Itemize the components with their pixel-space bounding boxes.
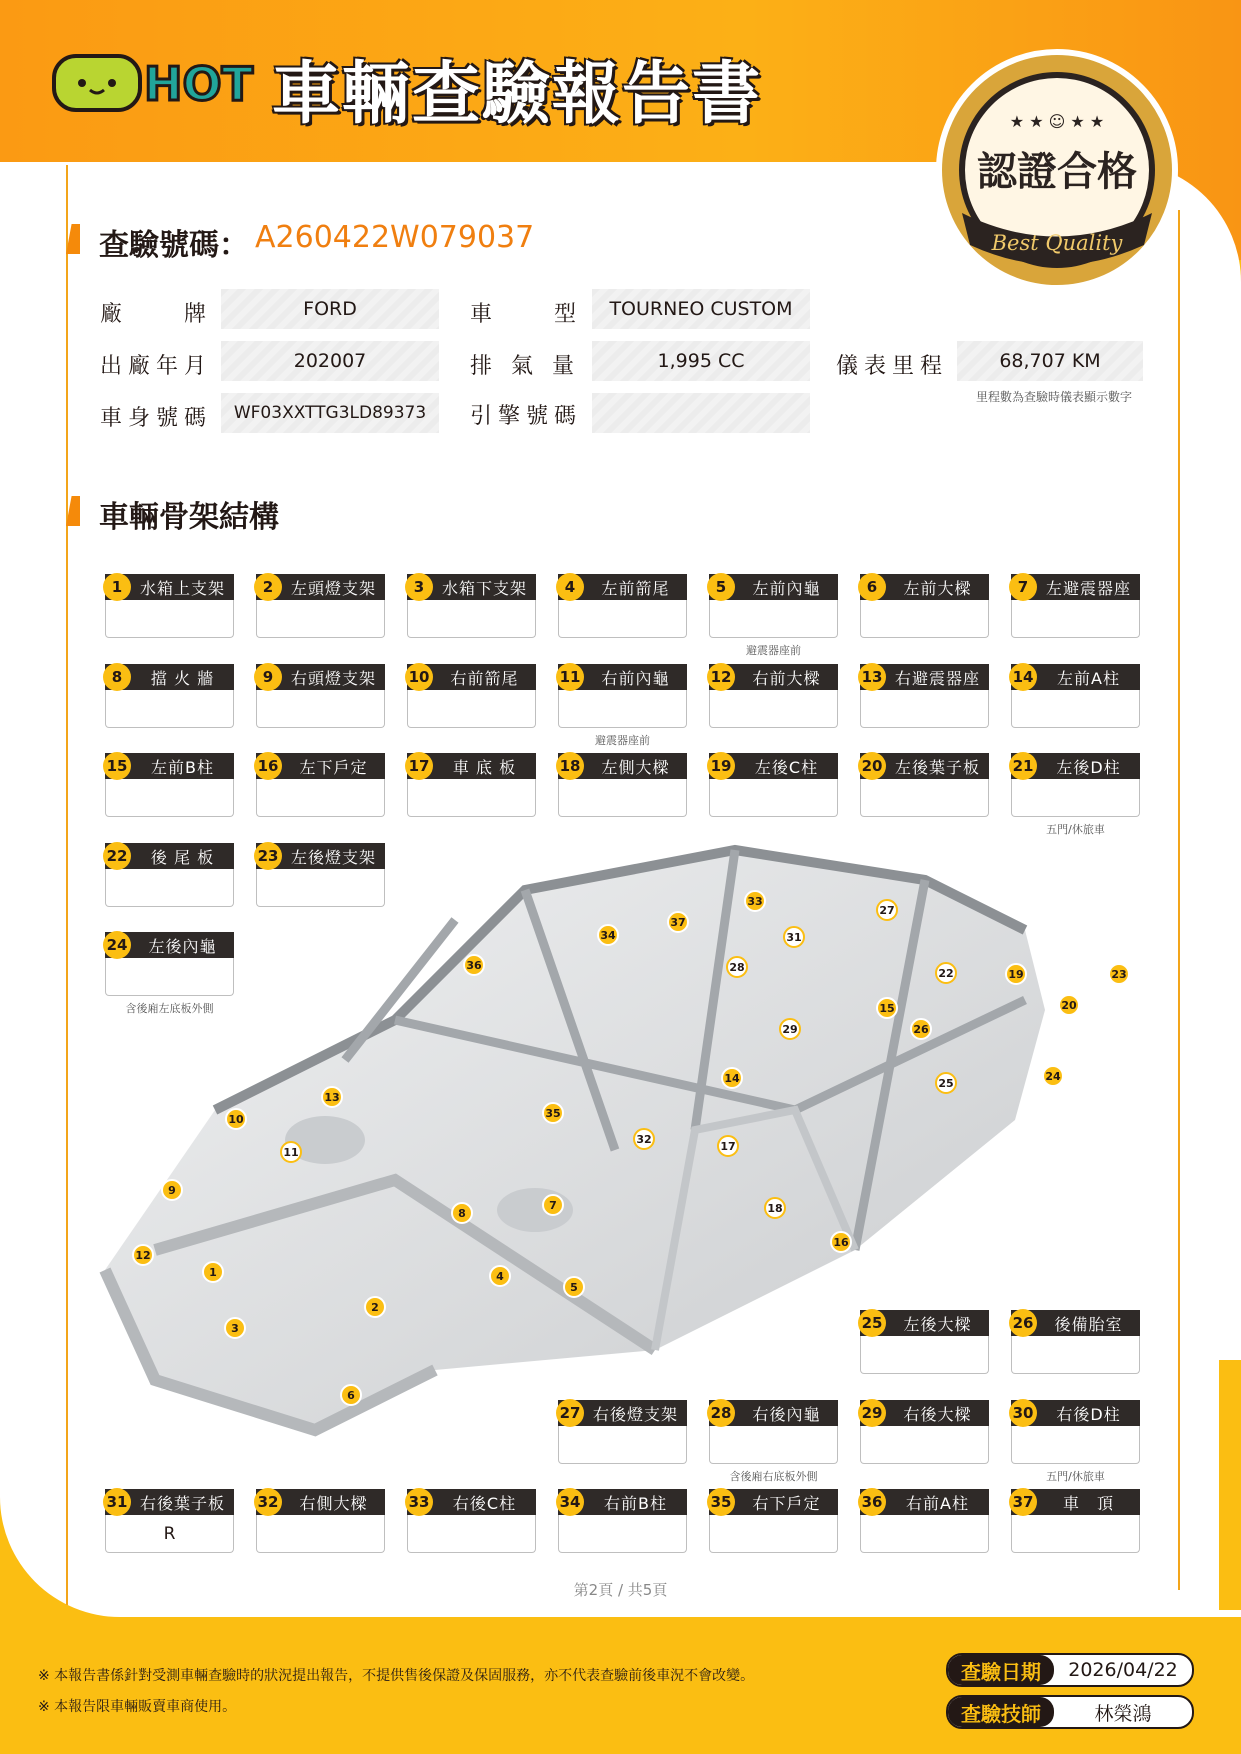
part-box-5 [709, 574, 838, 657]
inspection-date-label: 查驗日期 [948, 1655, 1054, 1685]
svg-text:11: 11 [283, 1146, 299, 1159]
part-header [1011, 664, 1140, 690]
mileage-value: 68,707 KM [957, 341, 1143, 381]
part-header [407, 574, 536, 600]
part-name: 右後燈支架 [592, 1404, 678, 1424]
mileage-note: 里程數為查驗時儀表顯示數字 [976, 390, 1133, 404]
part-header [256, 664, 385, 690]
part-number: 23 [254, 842, 282, 870]
svg-text:26: 26 [913, 1023, 929, 1036]
marker-20 [1059, 995, 1079, 1015]
part-name: 右後C柱 [452, 1493, 517, 1513]
part-box-31 [105, 1489, 234, 1553]
marker-7 [543, 1195, 563, 1215]
part-name: 左後大樑 [903, 1314, 972, 1334]
right-rule [1178, 210, 1180, 1590]
part-note: 含後廂右底板外側 [729, 1470, 818, 1483]
part-result[interactable] [709, 1515, 838, 1553]
part-header [709, 574, 838, 600]
part-name: 左後燈支架 [290, 847, 376, 867]
part-box-6 [860, 574, 989, 638]
marker-26 [911, 1019, 931, 1039]
part-result[interactable] [1011, 690, 1140, 728]
part-result[interactable] [558, 1426, 687, 1464]
svg-text:8: 8 [458, 1207, 466, 1220]
part-box-3 [407, 574, 536, 638]
date-label: 出廠年月 [100, 354, 213, 379]
marker-23 [1109, 964, 1129, 984]
part-header [860, 753, 989, 779]
marker-17 [718, 1136, 738, 1156]
marker-34 [598, 925, 618, 945]
marker-10 [226, 1109, 246, 1129]
marker-28 [727, 957, 747, 977]
part-header [105, 843, 234, 869]
part-header [407, 753, 536, 779]
part-box-12 [709, 664, 838, 728]
part-result[interactable] [1011, 600, 1140, 638]
part-number: 20 [858, 752, 886, 780]
marker-3 [225, 1318, 245, 1338]
part-number: 16 [254, 752, 282, 780]
part-header [105, 574, 234, 600]
part-box-25 [860, 1310, 989, 1374]
part-header [256, 574, 385, 600]
part-number: 19 [707, 752, 735, 780]
part-result[interactable] [709, 779, 838, 817]
part-name: 左前A柱 [1057, 668, 1120, 688]
part-box-37 [1011, 1489, 1140, 1553]
svg-text:4: 4 [496, 1270, 504, 1283]
part-result[interactable] [256, 869, 385, 907]
part-name: 車 底 板 [452, 757, 517, 777]
svg-text:13: 13 [324, 1091, 340, 1104]
svg-text:29: 29 [782, 1023, 798, 1036]
part-number: 17 [405, 752, 433, 780]
part-box-18 [558, 753, 687, 817]
part-name: 後 尾 板 [150, 847, 215, 867]
part-name: 左後C柱 [754, 757, 819, 777]
vin-label: 車身號碼 [100, 406, 213, 431]
part-name: 水箱上支架 [139, 578, 225, 598]
part-number: 11 [556, 663, 584, 691]
part-box-19 [709, 753, 838, 817]
marker-6 [341, 1385, 361, 1405]
marker-14 [722, 1068, 742, 1088]
brand-value: FORD [221, 289, 439, 329]
svg-text:HOT: HOT [144, 57, 253, 111]
svg-text:17: 17 [720, 1140, 736, 1153]
mileage-label: 儀表里程 [836, 354, 949, 379]
part-box-1 [105, 574, 234, 638]
marker-22 [936, 963, 956, 983]
part-result[interactable] [558, 1515, 687, 1553]
part-header [860, 574, 989, 600]
part-name: 左避震器座 [1045, 578, 1131, 598]
part-number: 31 [103, 1488, 131, 1516]
part-header [407, 664, 536, 690]
part-result[interactable] [105, 779, 234, 817]
part-name: 右後D柱 [1056, 1404, 1121, 1424]
part-name: 左前內龜 [752, 578, 821, 598]
marker-36 [464, 955, 484, 975]
part-number: 35 [707, 1488, 735, 1516]
svg-text:6: 6 [347, 1389, 355, 1402]
part-name: 右前大樑 [752, 668, 821, 688]
svg-text:23: 23 [1111, 968, 1127, 981]
marker-4 [490, 1266, 510, 1286]
svg-text:35: 35 [545, 1107, 561, 1120]
part-number: 14 [1009, 663, 1037, 691]
svg-text:5: 5 [570, 1281, 578, 1294]
marker-16 [831, 1232, 851, 1252]
part-number: 25 [858, 1309, 886, 1337]
part-result[interactable] [407, 600, 536, 638]
part-result[interactable] [558, 600, 687, 638]
marker-9 [162, 1180, 182, 1200]
svg-text:34: 34 [600, 929, 616, 942]
part-number: 5 [707, 573, 735, 601]
svg-text:18: 18 [767, 1202, 783, 1215]
part-name: 車 頂 [1062, 1493, 1114, 1513]
svg-text:2: 2 [371, 1301, 379, 1314]
part-box-32 [256, 1489, 385, 1553]
part-result[interactable] [709, 600, 838, 638]
part-result[interactable] [105, 958, 234, 996]
part-number: 27 [556, 1399, 584, 1427]
marker-1 [203, 1262, 223, 1282]
part-header [709, 1400, 838, 1426]
part-box-17 [407, 753, 536, 817]
part-number: 36 [858, 1488, 886, 1516]
part-header [860, 1310, 989, 1336]
part-name: 左前箭尾 [601, 578, 670, 598]
frame-title: 車輛骨架結構 [99, 500, 279, 535]
part-header [1011, 1310, 1140, 1336]
svg-text:9: 9 [168, 1184, 176, 1197]
svg-text:32: 32 [636, 1133, 652, 1146]
part-result[interactable] [1011, 779, 1140, 817]
part-name: 右下戶定 [752, 1493, 821, 1513]
part-number: 18 [556, 752, 584, 780]
part-result[interactable] [860, 1426, 989, 1464]
part-number: 32 [254, 1488, 282, 1516]
part-name: 右後內龜 [752, 1404, 821, 1424]
part-name: 左前大樑 [903, 578, 972, 598]
part-number: 12 [707, 663, 735, 691]
part-box-9 [256, 664, 385, 728]
part-box-34 [558, 1489, 687, 1553]
part-result[interactable] [1011, 1426, 1140, 1464]
part-header [558, 664, 687, 690]
svg-text:31: 31 [786, 931, 802, 944]
part-result[interactable] [1011, 1515, 1140, 1553]
part-note: 含後廂左底板外側 [125, 1002, 214, 1015]
inspection-date [946, 1653, 1194, 1687]
part-box-22 [105, 843, 234, 907]
part-result[interactable] [256, 779, 385, 817]
part-name: 右前箭尾 [450, 668, 519, 688]
part-note: 五門/休旅車 [1046, 823, 1105, 836]
part-number: 15 [103, 752, 131, 780]
part-box-10 [407, 664, 536, 728]
svg-text:28: 28 [729, 961, 745, 974]
part-header [1011, 574, 1140, 600]
part-number: 30 [1009, 1399, 1037, 1427]
part-result[interactable] [407, 690, 536, 728]
part-header [709, 664, 838, 690]
svg-text:12: 12 [135, 1249, 151, 1262]
part-result[interactable] [709, 1426, 838, 1464]
svg-text:7: 7 [549, 1199, 557, 1212]
part-box-24 [105, 932, 234, 1015]
marker-27 [877, 900, 897, 920]
marker-24 [1043, 1066, 1063, 1086]
part-note: 避震器座前 [746, 644, 801, 657]
part-note: 五門/休旅車 [1046, 1470, 1105, 1483]
part-number: 13 [858, 663, 886, 691]
part-name: 右側大樑 [299, 1493, 368, 1513]
svg-text:37: 37 [670, 916, 686, 929]
part-header [105, 664, 234, 690]
part-name: 左後D柱 [1056, 757, 1121, 777]
part-box-33 [407, 1489, 536, 1553]
part-header [558, 1489, 687, 1515]
part-header [860, 664, 989, 690]
marker-19 [1006, 964, 1026, 984]
part-result[interactable] [256, 1515, 385, 1553]
part-name: 左後葉子板 [894, 757, 980, 777]
part-header [860, 1489, 989, 1515]
inspector [946, 1695, 1194, 1729]
svg-text:27: 27 [879, 904, 895, 917]
part-result[interactable] [1011, 1336, 1140, 1374]
svg-text:認證合格: 認證合格 [977, 148, 1137, 195]
part-result[interactable] [860, 779, 989, 817]
part-name: 左前B柱 [151, 757, 214, 777]
part-number: 2 [254, 573, 282, 601]
report-title: 車輛查驗報告書 [272, 55, 763, 134]
cc-label: 排 氣 量 [470, 354, 580, 379]
part-name: 右前A柱 [906, 1493, 969, 1513]
certified-seal [932, 45, 1182, 295]
part-header [1011, 753, 1140, 779]
part-number: 6 [858, 573, 886, 601]
footer-note-1: ※ 本報告書係針對受測車輛查驗時的狀況提出報告，不提供售後保證及保固服務，亦不代表查驗前後車況不會改變。 [38, 1668, 755, 1684]
part-name: 右前內龜 [601, 668, 670, 688]
svg-text:19: 19 [1008, 968, 1024, 981]
part-box-4 [558, 574, 687, 638]
svg-text:15: 15 [879, 1002, 895, 1015]
part-result[interactable] [105, 600, 234, 638]
part-box-35 [709, 1489, 838, 1553]
part-number: 7 [1009, 573, 1037, 601]
part-name: 右頭燈支架 [290, 668, 376, 688]
part-header [256, 753, 385, 779]
inspection-date-value: 2026/04/22 [1068, 1659, 1178, 1681]
inspector-label: 查驗技師 [948, 1697, 1054, 1727]
engine-value [592, 393, 810, 433]
brand-label: 廠 牌 [100, 302, 213, 327]
svg-text:25: 25 [938, 1077, 954, 1090]
part-box-21 [1011, 753, 1140, 836]
part-result[interactable] [860, 1515, 989, 1553]
inspection-number: A260422W079037 [255, 220, 535, 255]
part-name: 擋 火 牆 [150, 668, 215, 688]
part-number: 8 [103, 663, 131, 691]
marker-32 [634, 1129, 654, 1149]
part-header [407, 1489, 536, 1515]
part-name: 後備胎室 [1054, 1314, 1123, 1334]
svg-text:36: 36 [466, 959, 482, 972]
inspection-label: 查驗號碼： [99, 228, 249, 263]
vin-value: WF03XXTTG3LD89373 [221, 393, 439, 433]
part-header [105, 753, 234, 779]
part-number: 28 [707, 1399, 735, 1427]
part-number: 34 [556, 1488, 584, 1516]
footer-note-2: ※ 本報告限車輛販賣車商使用。 [38, 1699, 237, 1715]
part-name: 右後葉子板 [139, 1493, 225, 1513]
svg-text:16: 16 [833, 1236, 849, 1249]
inspector-value: 林榮鴻 [1094, 1702, 1152, 1725]
part-number: 22 [103, 842, 131, 870]
paper-stripe [1219, 1360, 1241, 1610]
part-result[interactable] [558, 690, 687, 728]
part-box-27 [558, 1400, 687, 1464]
part-box-36 [860, 1489, 989, 1553]
svg-text:33: 33 [747, 895, 763, 908]
marker-35 [543, 1103, 563, 1123]
part-name: 左頭燈支架 [290, 578, 376, 598]
part-note: 避震器座前 [595, 734, 650, 747]
svg-text:14: 14 [724, 1072, 740, 1085]
engine-label: 引擎號碼 [470, 404, 583, 429]
svg-text:★ ★ ☺ ★ ★: ★ ★ ☺ ★ ★ [1009, 112, 1105, 131]
part-result[interactable] [105, 690, 234, 728]
marker-5 [564, 1277, 584, 1297]
part-result[interactable] [407, 779, 536, 817]
marker-13 [322, 1087, 342, 1107]
part-header [256, 843, 385, 869]
part-header [558, 1400, 687, 1426]
part-box-14 [1011, 664, 1140, 728]
part-header [558, 753, 687, 779]
part-box-20 [860, 753, 989, 817]
marker-33 [745, 891, 765, 911]
svg-text:Best Quality: Best Quality [991, 231, 1123, 255]
part-number: 21 [1009, 752, 1037, 780]
part-name: 右後大樑 [903, 1404, 972, 1424]
part-number: 29 [858, 1399, 886, 1427]
part-name: 左下戶定 [299, 757, 368, 777]
part-box-16 [256, 753, 385, 817]
marker-25 [936, 1073, 956, 1093]
part-box-15 [105, 753, 234, 817]
part-result[interactable] [558, 779, 687, 817]
part-header [709, 1489, 838, 1515]
svg-text:3: 3 [231, 1322, 239, 1335]
part-name: 右避震器座 [894, 668, 980, 688]
marker-11 [281, 1142, 301, 1162]
part-number: 24 [103, 931, 131, 959]
svg-text:10: 10 [228, 1113, 244, 1126]
marker-18 [765, 1198, 785, 1218]
marker-8 [452, 1203, 472, 1223]
marker-31 [784, 927, 804, 947]
hot-logo [52, 48, 253, 118]
part-result[interactable] [709, 690, 838, 728]
part-result[interactable] [105, 869, 234, 907]
marker-15 [877, 998, 897, 1018]
part-number: 26 [1009, 1309, 1037, 1337]
part-box-13 [860, 664, 989, 728]
part-result[interactable] [407, 1515, 536, 1553]
part-box-8 [105, 664, 234, 728]
part-number: 33 [405, 1488, 433, 1516]
part-name: 左後內龜 [148, 936, 217, 956]
part-result[interactable] [860, 600, 989, 638]
marker-12 [133, 1245, 153, 1265]
part-result[interactable] [256, 600, 385, 638]
part-result[interactable] [256, 690, 385, 728]
part-number: 37 [1009, 1488, 1037, 1516]
part-name: 水箱下支架 [441, 578, 527, 598]
part-number: 4 [556, 573, 584, 601]
page-number: 第2頁 / 共5頁 [573, 1581, 668, 1599]
svg-text:1: 1 [209, 1266, 217, 1279]
part-number: 9 [254, 663, 282, 691]
part-box-11 [558, 664, 687, 747]
part-name: 左側大樑 [601, 757, 670, 777]
svg-text:20: 20 [1061, 999, 1077, 1012]
part-box-7 [1011, 574, 1140, 638]
model-label: 車 型 [470, 302, 583, 327]
part-result[interactable]: R [105, 1515, 234, 1553]
part-header [1011, 1400, 1140, 1426]
marker-2 [365, 1297, 385, 1317]
model-value: TOURNEO CUSTOM [592, 289, 810, 329]
marker-29 [780, 1019, 800, 1039]
part-header [105, 932, 234, 958]
part-header [709, 753, 838, 779]
part-header [558, 574, 687, 600]
part-name: 右前B柱 [604, 1493, 667, 1513]
part-number: 3 [405, 573, 433, 601]
part-header [1011, 1489, 1140, 1515]
part-number: 10 [405, 663, 433, 691]
part-box-28 [709, 1400, 838, 1483]
part-result[interactable] [860, 1336, 989, 1374]
part-box-30 [1011, 1400, 1140, 1483]
cc-value: 1,995 CC [592, 341, 810, 381]
svg-text:22: 22 [938, 967, 954, 980]
part-header [860, 1400, 989, 1426]
marker-37 [668, 912, 688, 932]
date-value: 202007 [221, 341, 439, 381]
part-box-2 [256, 574, 385, 638]
part-header [105, 1489, 234, 1515]
part-box-23 [256, 843, 385, 907]
left-rule [66, 165, 68, 1605]
part-number: 1 [103, 573, 131, 601]
part-header [256, 1489, 385, 1515]
part-box-29 [860, 1400, 989, 1464]
part-result[interactable] [860, 690, 989, 728]
part-box-26 [1011, 1310, 1140, 1374]
svg-text:24: 24 [1045, 1070, 1061, 1083]
